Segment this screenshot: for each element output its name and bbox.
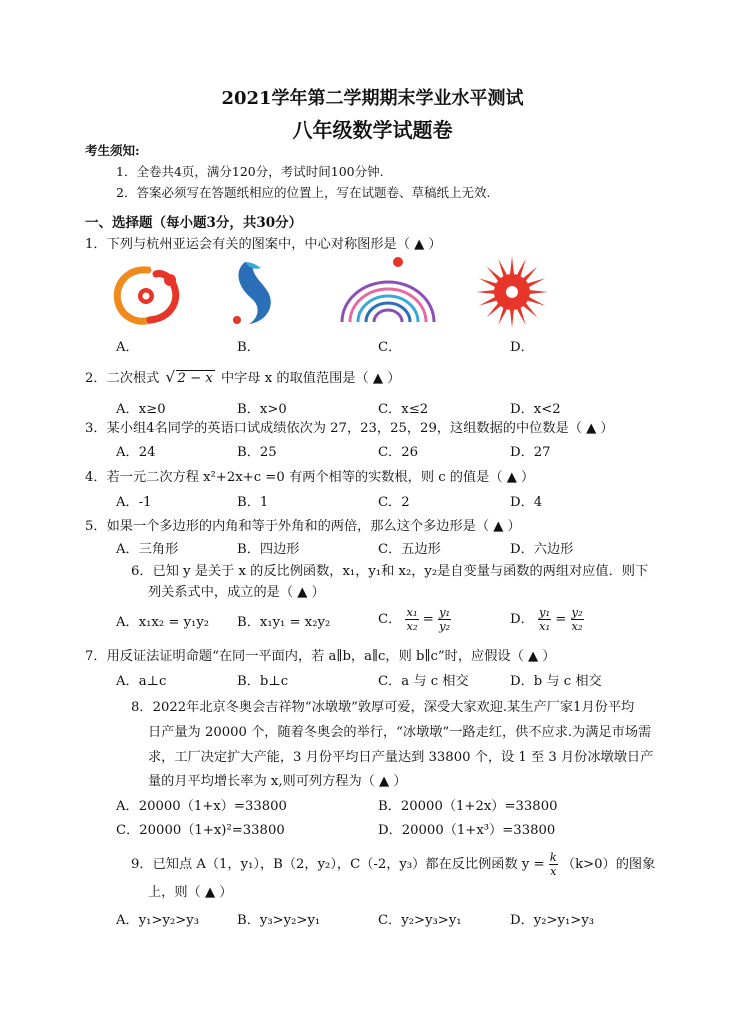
logo-d-ray: [498, 259, 507, 277]
logo-d-ray: [479, 297, 497, 306]
q7-option-d[interactable]: D．b 与 c 相交: [510, 674, 602, 689]
q2-radicand: 2 − x: [177, 371, 213, 386]
q6-option-d-frac-2: [571, 606, 584, 633]
logo-c-sun: [393, 257, 403, 267]
q2-option-b[interactable]: B．x>0: [237, 402, 287, 417]
q4-option-a[interactable]: A．-1: [116, 495, 152, 510]
q9-stem: [131, 851, 655, 879]
q2-sqrt: [166, 370, 215, 388]
q5-option-c[interactable]: C．五边形: [378, 542, 441, 557]
q6-option-c-frac-1: [405, 606, 418, 633]
q8-option-c[interactable]: C．20000（1+x)²=33800: [116, 823, 285, 838]
logo-d-ray: [479, 278, 497, 287]
q5-option-b[interactable]: B．四边形: [237, 542, 300, 557]
q2-stem-a: 2．二次根式: [85, 371, 160, 386]
logo-d-ray: [527, 278, 545, 287]
logo-c-arc-2: [350, 289, 426, 322]
q9-frac-den: x: [549, 864, 557, 878]
q6-option-d-frac-1: [538, 606, 551, 633]
q4-option-d[interactable]: D．4: [510, 495, 543, 510]
q6-d-num-2: y₂: [571, 605, 583, 619]
q2-option-a[interactable]: A．x≥0: [116, 402, 166, 417]
logo-d-ray: [476, 290, 495, 294]
logo-d-ray: [517, 307, 526, 325]
q7-option-b[interactable]: B．b⊥c: [237, 674, 289, 689]
logo-c-arc-4: [366, 303, 410, 322]
q9-stem-a: 9．已知点 A（1，y₁），B（2，y₂），C（-2，y₃）都在反比例函数 y =: [131, 857, 545, 872]
q6-option-c[interactable]: [378, 606, 451, 633]
logo-d-core: [506, 286, 518, 298]
logo-b-dolphin-icon: [225, 258, 281, 328]
q4-stem: 4．若一元二次方程 x²+2x+c =0 有两个相等的实数根，则 c 的值是（ ▲ ）: [85, 470, 535, 485]
q8-option-d[interactable]: D．20000（1+x³）=33800: [378, 823, 556, 838]
q3-option-d[interactable]: D．27: [510, 445, 551, 460]
q1-option-a[interactable]: A．: [116, 340, 139, 355]
q6-c-num-2: y₁: [439, 605, 451, 619]
q6-d-eq: =: [555, 612, 567, 627]
q8-line-1: 8．2022年北京冬奥会吉祥物“冰墩墩”敦厚可爱，深受大家欢迎.某生产厂家1月份平均: [131, 700, 635, 715]
q5-stem: 5．如果一个多边形的内角和等于外角和的两倍，那么这个多边形是（ ▲ ）: [85, 519, 521, 534]
q3-option-a[interactable]: A．24: [116, 445, 156, 460]
q1-option-d[interactable]: D．: [510, 340, 534, 355]
q6-stem-line-2: 列关系式中，成立的是（ ▲ ）: [148, 585, 325, 600]
q3-option-c[interactable]: C．26: [378, 445, 419, 460]
logo-b-body: [238, 262, 270, 324]
q8-line-3: 求，工厂决定扩大产能，3 月份平均日产量达到 33800 个，设 1 至 3 月份冰墩墩日产: [148, 750, 654, 765]
q9-option-b[interactable]: B．y₃>y₂>y₁: [237, 913, 321, 928]
q7-option-c[interactable]: C．a 与 c 相交: [378, 674, 469, 689]
q6-option-d-label: D．: [510, 612, 534, 627]
q8-option-a[interactable]: A．20000（1+x）=33800: [116, 799, 287, 814]
q9-option-d[interactable]: D．y₂>y₁>y₃: [510, 913, 595, 928]
q9-frac-num: k: [549, 850, 557, 864]
q8-option-b[interactable]: B．20000（1+2x）=33800: [378, 799, 558, 814]
q9-option-a[interactable]: A．y₁>y₂>y₃: [116, 913, 200, 928]
q2-stem-b: 中字母 x 的取值范围是（ ▲ ）: [221, 371, 401, 386]
logo-d-ray: [487, 302, 502, 317]
logo-d-ray: [522, 302, 537, 317]
logo-d-ray: [498, 307, 507, 325]
q6-option-a[interactable]: A．x₁x₂ = y₁y₂: [116, 615, 210, 630]
q9-line-2: 上，则（ ▲ ）: [148, 885, 233, 900]
q6-option-c-frac-2: [438, 606, 451, 633]
logo-a-dragon-icon: [108, 262, 188, 328]
logo-d-ray: [510, 256, 514, 275]
logo-a-dragon-head: [164, 274, 176, 286]
notice-heading: 考生须知:: [85, 143, 140, 158]
q6-stem-line-1: 6．已知 y 是关于 x 的反比例函数，x₁，y₁和 x₂，y₂是自变量与函数的两组对应值．则下: [131, 564, 649, 579]
q3-option-b[interactable]: B．25: [237, 445, 277, 460]
notice-item-1: 1．全卷共4页，满分120分，考试时间100分钟.: [116, 164, 384, 179]
q2-option-d[interactable]: D．x<2: [510, 402, 561, 417]
q4-option-c[interactable]: C．2: [378, 495, 410, 510]
q9-stem-b: （k>0）的图象: [561, 857, 656, 872]
exam-title: 2021学年第二学期期末学业水平测试: [221, 88, 524, 109]
q6-option-c-label: C．: [378, 612, 402, 627]
q1-option-b[interactable]: B．: [237, 340, 260, 355]
exam-subtitle: 八年级数学试题卷: [292, 118, 453, 142]
q2-sqrt-sign: √: [165, 368, 176, 386]
q2-option-c[interactable]: C．x≤2: [378, 402, 429, 417]
q5-option-d[interactable]: D．六边形: [510, 542, 574, 557]
logo-d-ray: [487, 267, 502, 282]
logo-d-ray: [529, 290, 548, 294]
q6-option-b[interactable]: B．x₁y₁ = x₂y₂: [237, 615, 331, 630]
q3-stem: 3．某小组4名同学的英语口试成绩依次为 27，23，25，29，这组数据的中位数是（ ▲ ）: [85, 421, 614, 436]
q9-option-c[interactable]: C．y₂>y₃>y₁: [378, 913, 462, 928]
q6-d-den-1: x₁: [538, 619, 551, 633]
q6-c-num-1: x₁: [406, 605, 418, 619]
q6-c-eq: =: [422, 612, 434, 627]
q6-d-den-2: x₂: [571, 619, 583, 633]
section-heading: 一、选择题（每小题3分，共30分）: [85, 215, 303, 231]
q6-option-d[interactable]: [510, 606, 584, 633]
q1-option-c[interactable]: C．: [378, 340, 402, 355]
q7-stem: 7．用反证法证明命题“在同一平面内，若 a∥b，a∥c，则 b∥c”时，应假设（ ▲ ）: [85, 649, 556, 664]
q8-line-2: 日产量为 20000 个，随着冬奥会的举行，“冰墩墩”一路走红，供不应求.为满足市场需: [148, 725, 652, 740]
q8-line-4: 量的月平均增长率为 x,则可列方程为（ ▲ ）: [148, 774, 407, 789]
logo-b-dot: [233, 316, 241, 324]
q6-c-den-2: y₂: [439, 619, 451, 633]
q1-stem: 1．下列与杭州亚运会有关的图案中，中心对称图形是（ ▲ ）: [85, 237, 442, 252]
logo-d-ray: [522, 267, 537, 282]
q5-option-a[interactable]: A．三角形: [116, 542, 179, 557]
q6-c-den-1: x₂: [406, 619, 418, 633]
q7-option-a[interactable]: A．a⊥c: [116, 674, 167, 689]
logo-c-arc-5: [374, 310, 402, 322]
logo-d-ray: [510, 309, 514, 328]
q2-stem: [85, 370, 400, 388]
logo-d-ray: [517, 259, 526, 277]
q9-fraction: [549, 851, 558, 878]
logo-c-rainbow-icon: [338, 256, 438, 328]
logo-d-sun-icon: [474, 254, 550, 330]
logo-a-sun-core: [143, 293, 150, 300]
notice-item-2: 2．答案必须写在答题纸相应的位置上，写在试题卷、草稿纸上无效.: [116, 185, 491, 200]
q4-option-b[interactable]: B．1: [237, 495, 269, 510]
logo-d-ray: [527, 297, 545, 306]
q6-d-num-1: y₁: [538, 605, 551, 619]
